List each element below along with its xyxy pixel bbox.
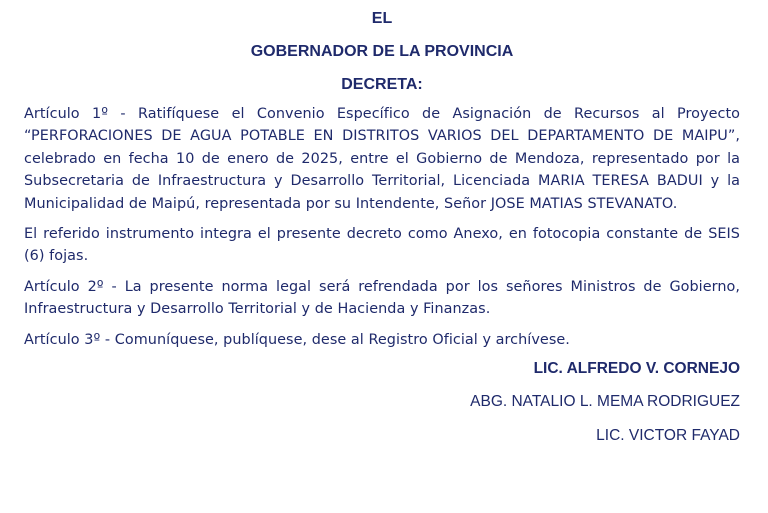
article-1-paragraph: Artículo 1º - Ratifíquese el Convenio Específico de Asignación de Recursos al Proyecto “PERFORACIONES DE AGUA POTABLE EN DISTRITOS VARIOS DEL DEPARTAMENTO DE MAIPU”, celebrado en fecha 10 de enero de 2025, entre el Gobierno de Mendoza, representado por la Subsecretaria de Infraestructura y Desarrollo Territorial, Licenciada MARIA TERESA BADUI y la Municipalidad de Maipú, representada por su Intendente, Señor JOSE MATIAS STEVANATO.	[24, 106, 740, 212]
article-3-paragraph: Artículo 3º - Comuníquese, publíquese, dese al Registro Oficial y archívese.	[24, 331, 570, 348]
signature-minister-1: ABG. NATALIO L. MEMA RODRIGUEZ	[470, 393, 740, 411]
annex-paragraph: El referido instrumento integra el presente decreto como Anexo, en fotocopia constante de SEIS (6) fojas.	[24, 226, 740, 265]
signature-minister-2: LIC. VICTOR FAYAD	[596, 427, 740, 445]
article-2-paragraph: Artículo 2º - La presente norma legal será refrendada por los señores Ministros de Gobierno, Infraestructura y Desarrollo Territorial y de Hacienda y Finanzas.	[24, 278, 740, 318]
signature-governor: LIC. ALFREDO V. CORNEJO	[533, 360, 740, 378]
decree-document	[24, 6, 740, 446]
heading-decreta: DECRETA:	[341, 76, 423, 93]
heading-governor: GOBERNADOR DE LA PROVINCIA	[250, 43, 514, 60]
heading-el: EL	[371, 10, 393, 27]
